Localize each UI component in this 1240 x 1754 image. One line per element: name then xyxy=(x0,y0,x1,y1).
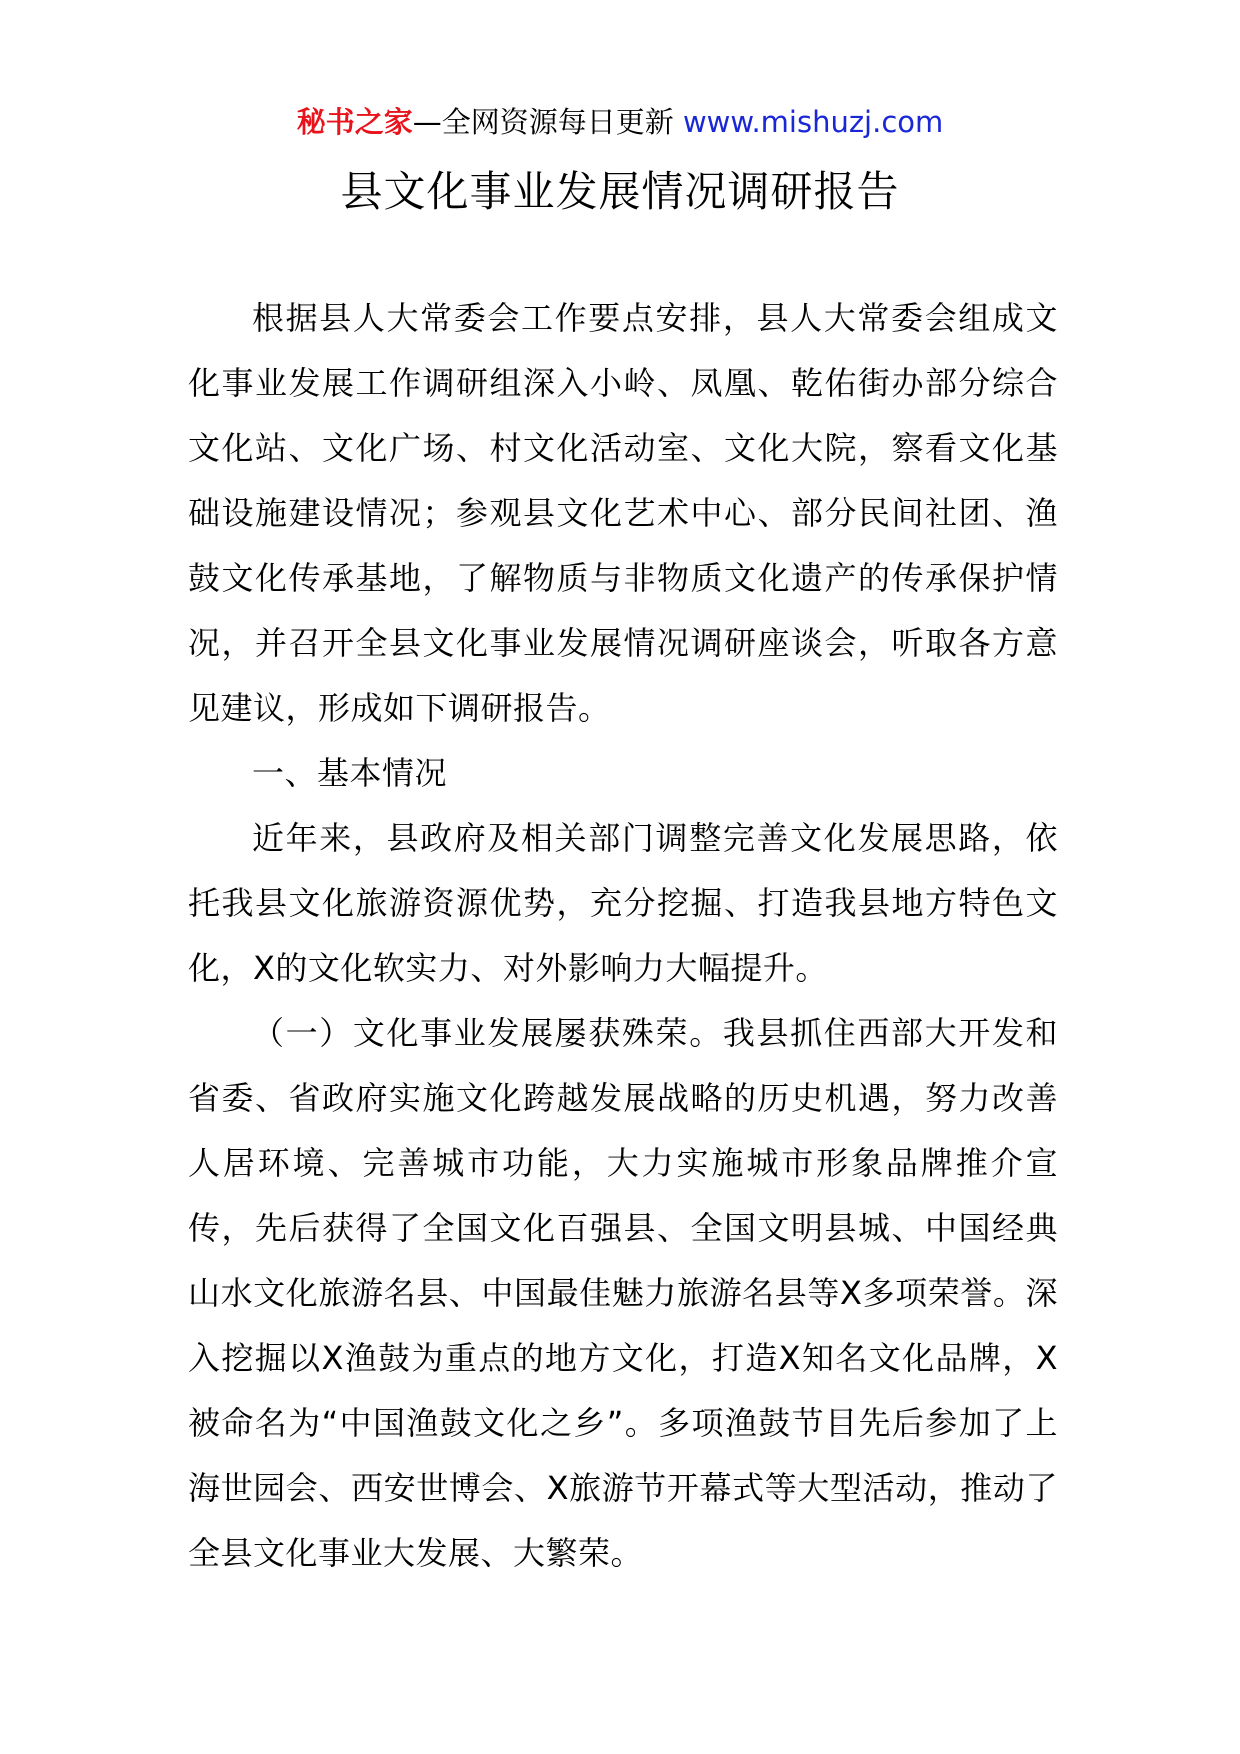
header-slogan: —全网资源每日更新 xyxy=(412,105,683,139)
brand-name: 秘书之家 xyxy=(296,105,413,139)
document-title: 县文化事业发展情况调研报告 xyxy=(340,167,900,216)
subsection-paragraph-honors: （一）文化事业发展屡获殊荣。我县抓住西部大开发和省委、省政府实施文化跨越发展战略的历史机遇，努力改善人居环境、完善城市功能，大力实施城市形象品牌推介宣传，先后获得了全国文化百强县、全国文明县城、中国经典山水文化旅游名县、中国最佳魅力旅游名县等X多项荣誉。深入挖掘以X渔鼓为重点的地方文化，打造X知名文化品牌，X被命名为“中国渔鼓文化之乡”。多项渔鼓节目先后参加了上海世园会、西安世博会、X旅游节开幕式等大型活动，推动了全县文化事业大发展、大繁荣。 xyxy=(188,1014,1058,1572)
site-url-link[interactable]: www.mishuzj.com xyxy=(682,105,944,139)
overview-paragraph: 近年来，县政府及相关部门调整完善文化发展思路，依托我县文化旅游资源优势，充分挖掘、打造我县地方特色文化，X的文化软实力、对外影响力大幅提升。 xyxy=(188,819,1058,987)
section-heading-basic-situation: 一、基本情况 xyxy=(252,754,448,792)
site-header xyxy=(0,102,1240,142)
intro-paragraph: 根据县人大常委会工作要点安排，县人大常委会组成文化事业发展工作调研组深入小岭、凤凰、乾佑街办部分综合文化站、文化广场、村文化活动室、文化大院，察看文化基础设施建设情况；参观县文化艺术中心、部分民间社团、渔鼓文化传承基地，了解物质与非物质文化遗产的传承保护情况，并召开全县文化事业发展情况调研座谈会，听取各方意见建议，形成如下调研报告。 xyxy=(188,299,1058,727)
document-body xyxy=(188,286,1058,1586)
